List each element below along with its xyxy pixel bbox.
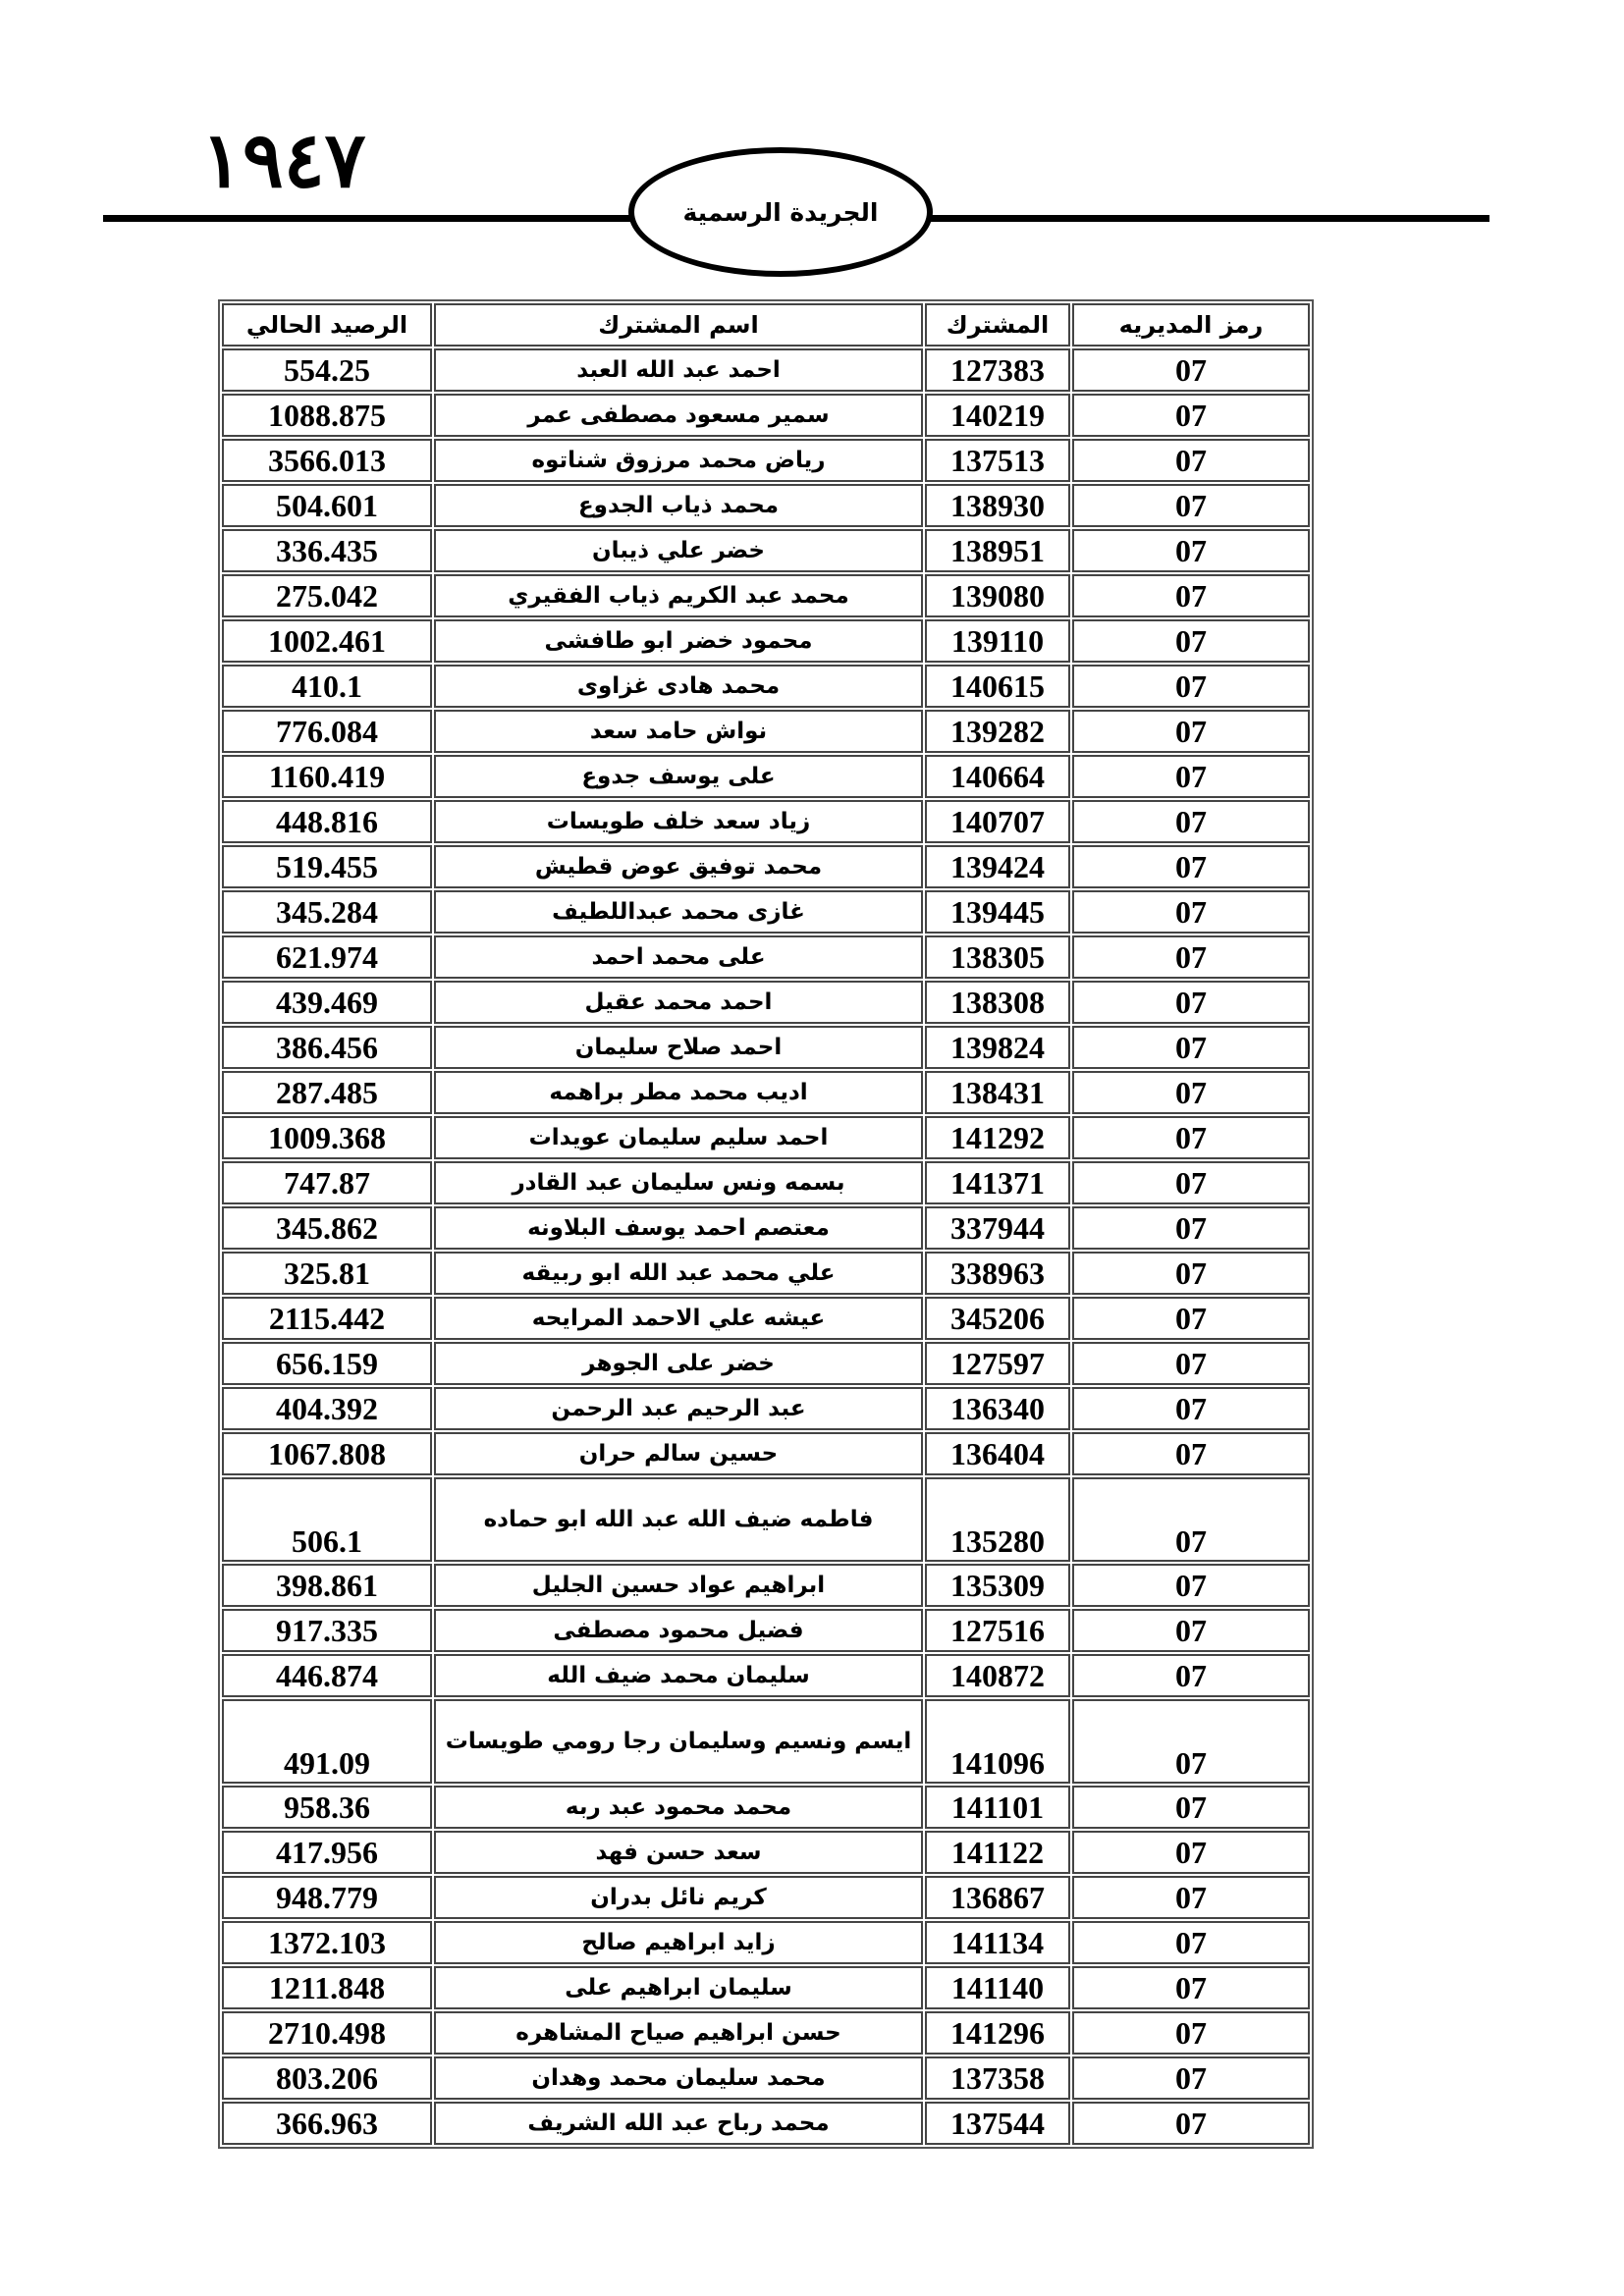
cell-name: محمد سليمان محمد وهدان bbox=[434, 2056, 923, 2100]
cell-balance: 1009.368 bbox=[222, 1116, 432, 1159]
table-row bbox=[222, 755, 1310, 798]
cell-name: محمد هادى غزاوى bbox=[434, 665, 923, 708]
cell-subscriber-id: 138431 bbox=[925, 1071, 1070, 1114]
cell-subscriber-id: 135280 bbox=[925, 1477, 1070, 1562]
table-row bbox=[222, 619, 1310, 663]
table-row bbox=[222, 1966, 1310, 2009]
cell-balance: 386.456 bbox=[222, 1026, 432, 1069]
cell-subscriber-id: 137544 bbox=[925, 2102, 1070, 2145]
cell-name: زايد ابراهيم صالح bbox=[434, 1921, 923, 1964]
cell-code: 07 bbox=[1072, 1786, 1310, 1829]
cell-subscriber-id: 127516 bbox=[925, 1609, 1070, 1652]
cell-code: 07 bbox=[1072, 1252, 1310, 1295]
cell-name: احمد صلاح سليمان bbox=[434, 1026, 923, 1069]
table-row bbox=[222, 2056, 1310, 2100]
cell-name: علي محمد عبد الله ابو ربيقه bbox=[434, 1252, 923, 1295]
cell-balance: 410.1 bbox=[222, 665, 432, 708]
cell-balance: 1088.875 bbox=[222, 394, 432, 437]
cell-balance: 1002.461 bbox=[222, 619, 432, 663]
cell-code: 07 bbox=[1072, 484, 1310, 527]
cell-code: 07 bbox=[1072, 1432, 1310, 1475]
cell-code: 07 bbox=[1072, 890, 1310, 934]
cell-name: احمد عبد الله العبد bbox=[434, 348, 923, 392]
table-row bbox=[222, 574, 1310, 617]
cell-balance: 417.956 bbox=[222, 1831, 432, 1874]
cell-code: 07 bbox=[1072, 710, 1310, 753]
table-row bbox=[222, 2011, 1310, 2055]
cell-code: 07 bbox=[1072, 800, 1310, 843]
cell-name: سعد حسن فهد bbox=[434, 1831, 923, 1874]
cell-subscriber-id: 141122 bbox=[925, 1831, 1070, 1874]
cell-name: اديب محمد مطر براهمه bbox=[434, 1071, 923, 1114]
cell-name: محمد توفيق عوض قطيش bbox=[434, 845, 923, 888]
table-row bbox=[222, 1876, 1310, 1919]
cell-code: 07 bbox=[1072, 1654, 1310, 1697]
table-row bbox=[222, 1206, 1310, 1250]
cell-balance: 1372.103 bbox=[222, 1921, 432, 1964]
page-number: ١٩٤٧ bbox=[201, 116, 366, 205]
cell-name: احمد سليم سليمان عويدات bbox=[434, 1116, 923, 1159]
cell-subscriber-id: 136340 bbox=[925, 1387, 1070, 1430]
cell-code: 07 bbox=[1072, 529, 1310, 572]
cell-name: حسن ابراهيم صياح المشاهره bbox=[434, 2011, 923, 2055]
cell-balance: 336.435 bbox=[222, 529, 432, 572]
table-row bbox=[222, 1921, 1310, 1964]
cell-balance: 948.779 bbox=[222, 1876, 432, 1919]
cell-code: 07 bbox=[1072, 1387, 1310, 1430]
cell-name: محمد عبد الكريم ذياب الفقيري bbox=[434, 574, 923, 617]
cell-name: نواش حامد سعد bbox=[434, 710, 923, 753]
cell-subscriber-id: 127383 bbox=[925, 348, 1070, 392]
cell-code: 07 bbox=[1072, 1026, 1310, 1069]
cell-balance: 1160.419 bbox=[222, 755, 432, 798]
cell-balance: 398.861 bbox=[222, 1564, 432, 1607]
cell-subscriber-id: 141371 bbox=[925, 1161, 1070, 1204]
cell-balance: 448.816 bbox=[222, 800, 432, 843]
cell-subscriber-id: 141140 bbox=[925, 1966, 1070, 2009]
cell-code: 07 bbox=[1072, 845, 1310, 888]
cell-subscriber-id: 345206 bbox=[925, 1297, 1070, 1340]
column-header-code: رمز المديريه bbox=[1072, 303, 1310, 347]
table-row bbox=[222, 1116, 1310, 1159]
cell-subscriber-id: 139282 bbox=[925, 710, 1070, 753]
table-row bbox=[222, 1564, 1310, 1607]
cell-name: محمد محمود عبد ربه bbox=[434, 1786, 923, 1829]
cell-subscriber-id: 137358 bbox=[925, 2056, 1070, 2100]
table-row bbox=[222, 484, 1310, 527]
cell-balance: 776.084 bbox=[222, 710, 432, 753]
cell-subscriber-id: 138308 bbox=[925, 981, 1070, 1024]
table-row bbox=[222, 665, 1310, 708]
table-row bbox=[222, 1786, 1310, 1829]
table-row bbox=[222, 348, 1310, 392]
cell-name: خضر علي ذيبان bbox=[434, 529, 923, 572]
cell-balance: 1211.848 bbox=[222, 1966, 432, 2009]
cell-balance: 2115.442 bbox=[222, 1297, 432, 1340]
table-row bbox=[222, 1026, 1310, 1069]
cell-code: 07 bbox=[1072, 1921, 1310, 1964]
cell-balance: 554.25 bbox=[222, 348, 432, 392]
cell-balance: 366.963 bbox=[222, 2102, 432, 2145]
table-row bbox=[222, 981, 1310, 1024]
cell-balance: 2710.498 bbox=[222, 2011, 432, 2055]
table-row bbox=[222, 1387, 1310, 1430]
table-row bbox=[222, 1477, 1310, 1562]
table-row bbox=[222, 1654, 1310, 1697]
cell-code: 07 bbox=[1072, 1342, 1310, 1385]
table-row bbox=[222, 845, 1310, 888]
cell-name: ابراهيم عواد حسين الجليل bbox=[434, 1564, 923, 1607]
cell-name: سمير مسعود مصطفى عمر bbox=[434, 394, 923, 437]
cell-balance: 446.874 bbox=[222, 1654, 432, 1697]
cell-balance: 917.335 bbox=[222, 1609, 432, 1652]
cell-balance: 491.09 bbox=[222, 1699, 432, 1784]
table-header-row bbox=[222, 303, 1310, 347]
cell-subscriber-id: 140219 bbox=[925, 394, 1070, 437]
cell-code: 07 bbox=[1072, 1831, 1310, 1874]
cell-balance: 404.392 bbox=[222, 1387, 432, 1430]
cell-code: 07 bbox=[1072, 2102, 1310, 2145]
cell-balance: 803.206 bbox=[222, 2056, 432, 2100]
cell-name: بسمه ونس سليمان عبد القادر bbox=[434, 1161, 923, 1204]
cell-balance: 621.974 bbox=[222, 935, 432, 979]
cell-code: 07 bbox=[1072, 394, 1310, 437]
cell-name: فضيل محمود مصطفى bbox=[434, 1609, 923, 1652]
table-row bbox=[222, 1252, 1310, 1295]
cell-code: 07 bbox=[1072, 1564, 1310, 1607]
cell-subscriber-id: 139424 bbox=[925, 845, 1070, 888]
column-header-name: اسم المشترك bbox=[434, 303, 923, 347]
cell-balance: 1067.808 bbox=[222, 1432, 432, 1475]
cell-name: رياض محمد مرزوق شناتوه bbox=[434, 439, 923, 482]
cell-subscriber-id: 140707 bbox=[925, 800, 1070, 843]
cell-name: عيشه علي الاحمد المرايحه bbox=[434, 1297, 923, 1340]
cell-code: 07 bbox=[1072, 1699, 1310, 1784]
cell-balance: 519.455 bbox=[222, 845, 432, 888]
cell-subscriber-id: 141134 bbox=[925, 1921, 1070, 1964]
cell-subscriber-id: 138930 bbox=[925, 484, 1070, 527]
cell-name: محمد ذياب الجدوع bbox=[434, 484, 923, 527]
table-row bbox=[222, 1831, 1310, 1874]
cell-code: 07 bbox=[1072, 1161, 1310, 1204]
table-row bbox=[222, 800, 1310, 843]
cell-name: خضر على الجوهر bbox=[434, 1342, 923, 1385]
cell-balance: 439.469 bbox=[222, 981, 432, 1024]
table-row bbox=[222, 935, 1310, 979]
cell-code: 07 bbox=[1072, 1071, 1310, 1114]
table-row bbox=[222, 2102, 1310, 2145]
cell-code: 07 bbox=[1072, 755, 1310, 798]
cell-code: 07 bbox=[1072, 1966, 1310, 2009]
table-row bbox=[222, 1699, 1310, 1784]
cell-balance: 325.81 bbox=[222, 1252, 432, 1295]
cell-name: حسين سالم حران bbox=[434, 1432, 923, 1475]
cell-name: على يوسف جدوع bbox=[434, 755, 923, 798]
cell-subscriber-id: 139445 bbox=[925, 890, 1070, 934]
cell-code: 07 bbox=[1072, 439, 1310, 482]
cell-subscriber-id: 338963 bbox=[925, 1252, 1070, 1295]
cell-name: احمد محمد عقيل bbox=[434, 981, 923, 1024]
cell-subscriber-id: 136867 bbox=[925, 1876, 1070, 1919]
cell-name: سليمان محمد ضيف الله bbox=[434, 1654, 923, 1697]
gazette-title: الجريدة الرسمية bbox=[682, 197, 879, 227]
cell-balance: 747.87 bbox=[222, 1161, 432, 1204]
cell-balance: 656.159 bbox=[222, 1342, 432, 1385]
cell-balance: 345.284 bbox=[222, 890, 432, 934]
cell-subscriber-id: 141292 bbox=[925, 1116, 1070, 1159]
cell-code: 07 bbox=[1072, 348, 1310, 392]
cell-code: 07 bbox=[1072, 1116, 1310, 1159]
cell-subscriber-id: 140872 bbox=[925, 1654, 1070, 1697]
cell-name: كريم نائل بدران bbox=[434, 1876, 923, 1919]
cell-name: زياد سعد خلف طويسات bbox=[434, 800, 923, 843]
cell-code: 07 bbox=[1072, 665, 1310, 708]
cell-balance: 287.485 bbox=[222, 1071, 432, 1114]
table-row bbox=[222, 1609, 1310, 1652]
cell-name: على محمد احمد bbox=[434, 935, 923, 979]
cell-name: فاطمه ضيف الله عبد الله ابو حماده bbox=[434, 1477, 923, 1562]
column-header-balance: الرصيد الحالي bbox=[222, 303, 432, 347]
table-row bbox=[222, 1161, 1310, 1204]
cell-name: سليمان ابراهيم على bbox=[434, 1966, 923, 2009]
cell-name: ايسم ونسيم وسليمان رجا رومي طويسات bbox=[434, 1699, 923, 1784]
cell-code: 07 bbox=[1072, 619, 1310, 663]
cell-subscriber-id: 139824 bbox=[925, 1026, 1070, 1069]
cell-subscriber-id: 141101 bbox=[925, 1786, 1070, 1829]
table-row bbox=[222, 1071, 1310, 1114]
table-row bbox=[222, 394, 1310, 437]
cell-subscriber-id: 141296 bbox=[925, 2011, 1070, 2055]
table-row bbox=[222, 439, 1310, 482]
cell-name: غازى محمد عبداللطيف bbox=[434, 890, 923, 934]
cell-code: 07 bbox=[1072, 2056, 1310, 2100]
table-row bbox=[222, 710, 1310, 753]
cell-subscriber-id: 140615 bbox=[925, 665, 1070, 708]
cell-balance: 275.042 bbox=[222, 574, 432, 617]
cell-subscriber-id: 138951 bbox=[925, 529, 1070, 572]
cell-code: 07 bbox=[1072, 1206, 1310, 1250]
cell-subscriber-id: 139110 bbox=[925, 619, 1070, 663]
cell-name: محمود خضر ابو طافشى bbox=[434, 619, 923, 663]
table-row bbox=[222, 890, 1310, 934]
table-row bbox=[222, 1342, 1310, 1385]
cell-name: معتصم احمد يوسف البلاونه bbox=[434, 1206, 923, 1250]
table-row bbox=[222, 1432, 1310, 1475]
cell-balance: 3566.013 bbox=[222, 439, 432, 482]
cell-subscriber-id: 138305 bbox=[925, 935, 1070, 979]
column-header-subscriber-id: المشترك bbox=[925, 303, 1070, 347]
cell-subscriber-id: 137513 bbox=[925, 439, 1070, 482]
cell-code: 07 bbox=[1072, 1297, 1310, 1340]
cell-code: 07 bbox=[1072, 935, 1310, 979]
cell-code: 07 bbox=[1072, 981, 1310, 1024]
cell-subscriber-id: 337944 bbox=[925, 1206, 1070, 1250]
cell-balance: 958.36 bbox=[222, 1786, 432, 1829]
cell-code: 07 bbox=[1072, 574, 1310, 617]
cell-balance: 506.1 bbox=[222, 1477, 432, 1562]
cell-subscriber-id: 127597 bbox=[925, 1342, 1070, 1385]
cell-code: 07 bbox=[1072, 1609, 1310, 1652]
cell-code: 07 bbox=[1072, 1876, 1310, 1919]
cell-balance: 345.862 bbox=[222, 1206, 432, 1250]
cell-subscriber-id: 135309 bbox=[925, 1564, 1070, 1607]
cell-name: عبد الرحيم عبد الرحمن bbox=[434, 1387, 923, 1430]
cell-subscriber-id: 140664 bbox=[925, 755, 1070, 798]
table-row bbox=[222, 529, 1310, 572]
cell-code: 07 bbox=[1072, 2011, 1310, 2055]
cell-name: محمد رباح عبد الله الشريف bbox=[434, 2102, 923, 2145]
cell-balance: 504.601 bbox=[222, 484, 432, 527]
cell-subscriber-id: 136404 bbox=[925, 1432, 1070, 1475]
gazette-title-badge bbox=[628, 147, 933, 277]
table-row bbox=[222, 1297, 1310, 1340]
cell-code: 07 bbox=[1072, 1477, 1310, 1562]
cell-subscriber-id: 139080 bbox=[925, 574, 1070, 617]
cell-subscriber-id: 141096 bbox=[925, 1699, 1070, 1784]
subscribers-table bbox=[218, 299, 1314, 2149]
